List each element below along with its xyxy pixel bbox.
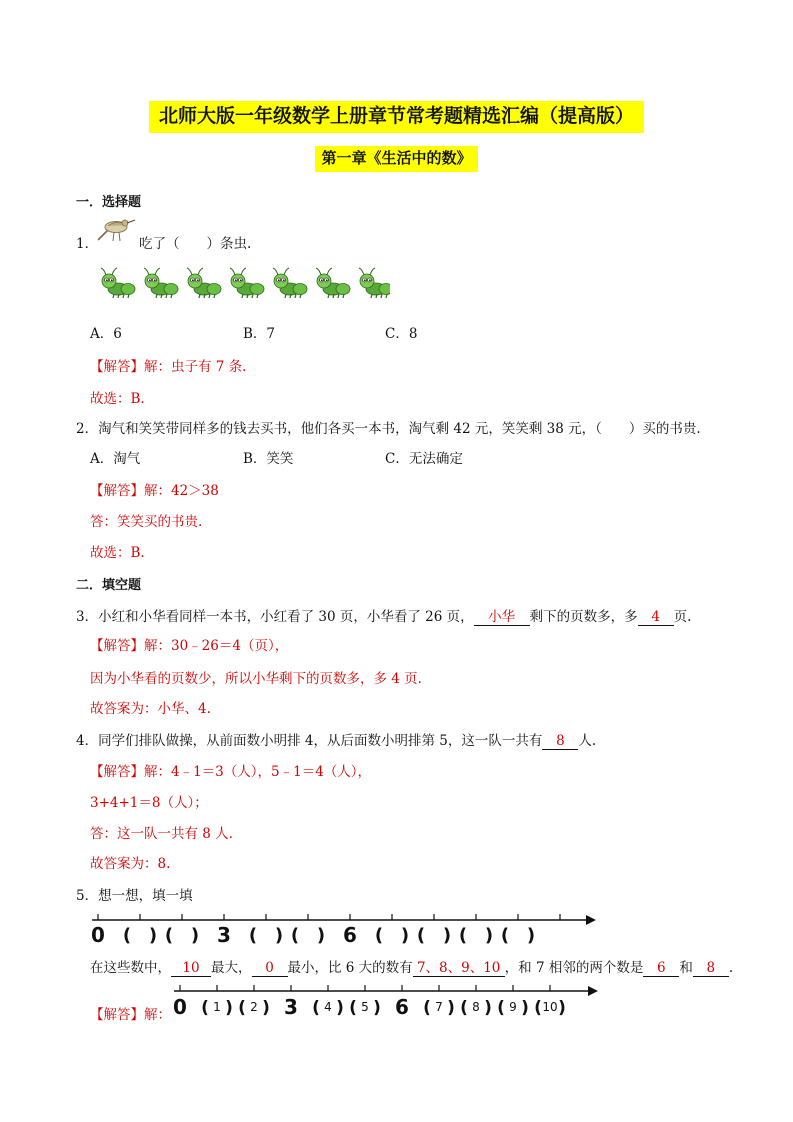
answer-text: 解：30﹣26＝4（页），	[144, 638, 289, 654]
caterpillar-icon	[101, 268, 135, 298]
question-4	[76, 729, 596, 750]
q4-answer	[90, 760, 371, 780]
number-line-blank-left: (	[238, 998, 246, 1018]
number-line-given-0: 0	[91, 923, 105, 947]
question-3-text-c: 页.	[673, 609, 692, 625]
q5-blank-min: 0	[252, 961, 288, 977]
number-line-blank-left: (	[416, 925, 426, 946]
number-line-blank-left: (	[458, 925, 468, 946]
q5-blank-max: 10	[171, 961, 211, 977]
answer-tag: 【解答】	[90, 638, 144, 654]
caterpillar-icon	[359, 268, 390, 298]
q2-answer	[90, 479, 219, 499]
number-line-blank-left: (	[312, 998, 320, 1018]
number-line-blank-left: (	[349, 998, 357, 1018]
bird-icon	[94, 214, 136, 244]
number-line-blank-right: )	[442, 925, 452, 946]
number-line-blank-right: )	[373, 998, 381, 1018]
q5-blank-neighbor-1: 6	[643, 961, 679, 977]
caterpillar-icon	[187, 268, 221, 298]
q2-answer-line2: 答：笑笑买的书贵.	[90, 514, 203, 530]
q5-answer	[90, 1003, 171, 1023]
number-line-blank-right: )	[558, 998, 566, 1018]
number-line-blank-left: (	[290, 925, 300, 946]
answer-text: 解：42＞38	[144, 483, 219, 499]
number-line-given-3: 3	[217, 923, 231, 947]
number-line-blank-left: (	[374, 925, 384, 946]
caterpillar-row	[100, 265, 390, 299]
number-line-2	[170, 982, 600, 1024]
q1-option-c: C．8	[385, 326, 418, 342]
q1-option-a: A．6	[90, 326, 122, 342]
question-5	[76, 884, 193, 904]
number-line-blank-right: )	[521, 998, 529, 1018]
question-3	[76, 605, 691, 626]
page-title	[0, 101, 793, 133]
q1-answer	[90, 355, 246, 375]
q5-fill-line	[90, 956, 733, 977]
q4-final: 故答案为：8.	[90, 856, 171, 872]
number-line-blank-right: )	[336, 998, 344, 1018]
section-heading-choice: 一．选择题	[76, 195, 142, 210]
number-line-given-6: 6	[343, 923, 357, 947]
question-number: 3．	[76, 609, 99, 625]
number-line-blank-right: )	[484, 998, 492, 1018]
caterpillar-icon	[316, 268, 350, 298]
number-line-blank-left: (	[500, 925, 510, 946]
q4-blank-1: 8	[542, 734, 578, 750]
q2-option-b: B．笑笑	[243, 451, 294, 467]
number-line-blank-right: )	[148, 925, 158, 946]
q2-choice: 故选：B.	[90, 545, 145, 561]
number-line-filled-10: 10	[542, 1000, 558, 1014]
q5-blank-neighbor-2: 8	[693, 961, 729, 977]
q3-answer-line2: 因为小华看的页数少，所以小华剩下的页数多，多 4 页.	[90, 671, 422, 687]
q5-fill-text-f: .	[728, 960, 734, 976]
q1-choice: 故选：B.	[90, 391, 145, 407]
number-line-given-0: 0	[173, 995, 187, 1019]
number-line-blank-left: (	[497, 998, 505, 1018]
answer-text: 解：虫子有 7 条.	[144, 359, 247, 375]
question-4-text-b: 人.	[578, 733, 597, 749]
q3-answer	[90, 634, 288, 654]
q5-fill-text-c: 最小，比 6 大的数有	[287, 960, 413, 976]
q4-answer-line2: 3+4+1＝8（人）；	[90, 795, 208, 811]
q5-blank-gt6: 7、8、9、10	[413, 961, 505, 977]
answer-text: 解：4﹣1＝3（人），5﹣1＝4（人），	[144, 764, 372, 780]
q1-option-b: B．7	[243, 326, 276, 342]
question-2-text: 淘气和笑笑带同样多的钱去买书，他们各买一本书，淘气剩 42 元，笑笑剩 38 元，（ ）买的书贵.	[98, 421, 701, 437]
number-line-blank-right: )	[526, 925, 536, 946]
number-line-blank-left: (	[248, 925, 258, 946]
number-line-given-6: 6	[395, 995, 409, 1019]
number-line-filled-9: 9	[509, 1000, 517, 1014]
q5-fill-text-d: ，和 7 相邻的两个数是	[504, 960, 644, 976]
number-line-filled-4: 4	[324, 1000, 332, 1014]
page-title-text: 北师大版一年级数学上册章节常考题精选汇编（提高版）	[149, 101, 644, 133]
question-5-text: 想一想，填一填	[98, 888, 193, 904]
number-line-blank-right: )	[274, 925, 284, 946]
number-line-blank-right: )	[447, 998, 455, 1018]
question-number: 5．	[76, 888, 99, 904]
number-line-blank-right: )	[262, 998, 270, 1018]
q3-blank-2: 4	[638, 610, 674, 626]
number-line-blank-right: )	[190, 925, 200, 946]
caterpillar-icon	[230, 268, 264, 298]
question-3-text-a: 小红和小华看同样一本书，小红看了 30 页，小华看了 26 页，	[98, 609, 474, 625]
answer-text: 解：	[144, 1007, 171, 1023]
question-3-text-b: 剩下的页数多，多	[529, 609, 638, 625]
q4-answer-line3: 答：这一队一共有 8 人.	[90, 826, 233, 842]
q3-blank-1: 小华	[474, 610, 530, 626]
page-subtitle-text: 第一章《生活中的数》	[315, 146, 477, 172]
answer-tag: 【解答】	[90, 764, 144, 780]
question-number: 2．	[76, 421, 99, 437]
number-line-blank-left: (	[460, 998, 468, 1018]
answer-tag: 【解答】	[90, 359, 144, 375]
answer-tag: 【解答】	[90, 1007, 144, 1023]
question-number: 1．	[76, 236, 99, 252]
number-line-blank-right: )	[484, 925, 494, 946]
number-line-filled-5: 5	[361, 1000, 369, 1014]
number-line-blank-right: )	[400, 925, 410, 946]
section-heading-fill: 二．填空题	[76, 578, 142, 593]
number-line-1	[88, 910, 598, 950]
question-2	[76, 417, 701, 437]
q2-option-a: A．淘气	[90, 451, 141, 467]
number-line-filled-7: 7	[435, 1000, 443, 1014]
number-line-blank-left: (	[201, 998, 209, 1018]
number-line-blank-left: (	[423, 998, 431, 1018]
question-number: 4．	[76, 733, 99, 749]
number-line-blank-left: (	[534, 998, 542, 1018]
number-line-blank-right: )	[225, 998, 233, 1018]
number-line-filled-8: 8	[472, 1000, 480, 1014]
number-line-blank-left: (	[122, 925, 132, 946]
q2-option-c: C．无法确定	[385, 451, 463, 467]
number-line-blank-left: (	[164, 925, 174, 946]
question-1-text: 吃了（ ）条虫.	[139, 236, 252, 252]
q5-fill-text-b: 最大，	[211, 960, 252, 976]
caterpillar-icon	[273, 268, 307, 298]
number-line-filled-2: 2	[250, 1000, 258, 1014]
question-4-text-a: 同学们排队做操，从前面数小明排 4，从后面数小明排第 5，这一队一共有	[98, 733, 543, 749]
page-subtitle	[0, 146, 793, 172]
q5-fill-text-e: 和	[679, 960, 693, 976]
q3-final: 故答案为：小华、4.	[90, 701, 211, 717]
number-line-blank-right: )	[316, 925, 326, 946]
q5-fill-text-a: 在这些数中，	[90, 960, 171, 976]
answer-tag: 【解答】	[90, 483, 144, 499]
number-line-filled-1: 1	[213, 1000, 221, 1014]
number-line-given-3: 3	[284, 995, 298, 1019]
caterpillar-icon	[144, 268, 178, 298]
